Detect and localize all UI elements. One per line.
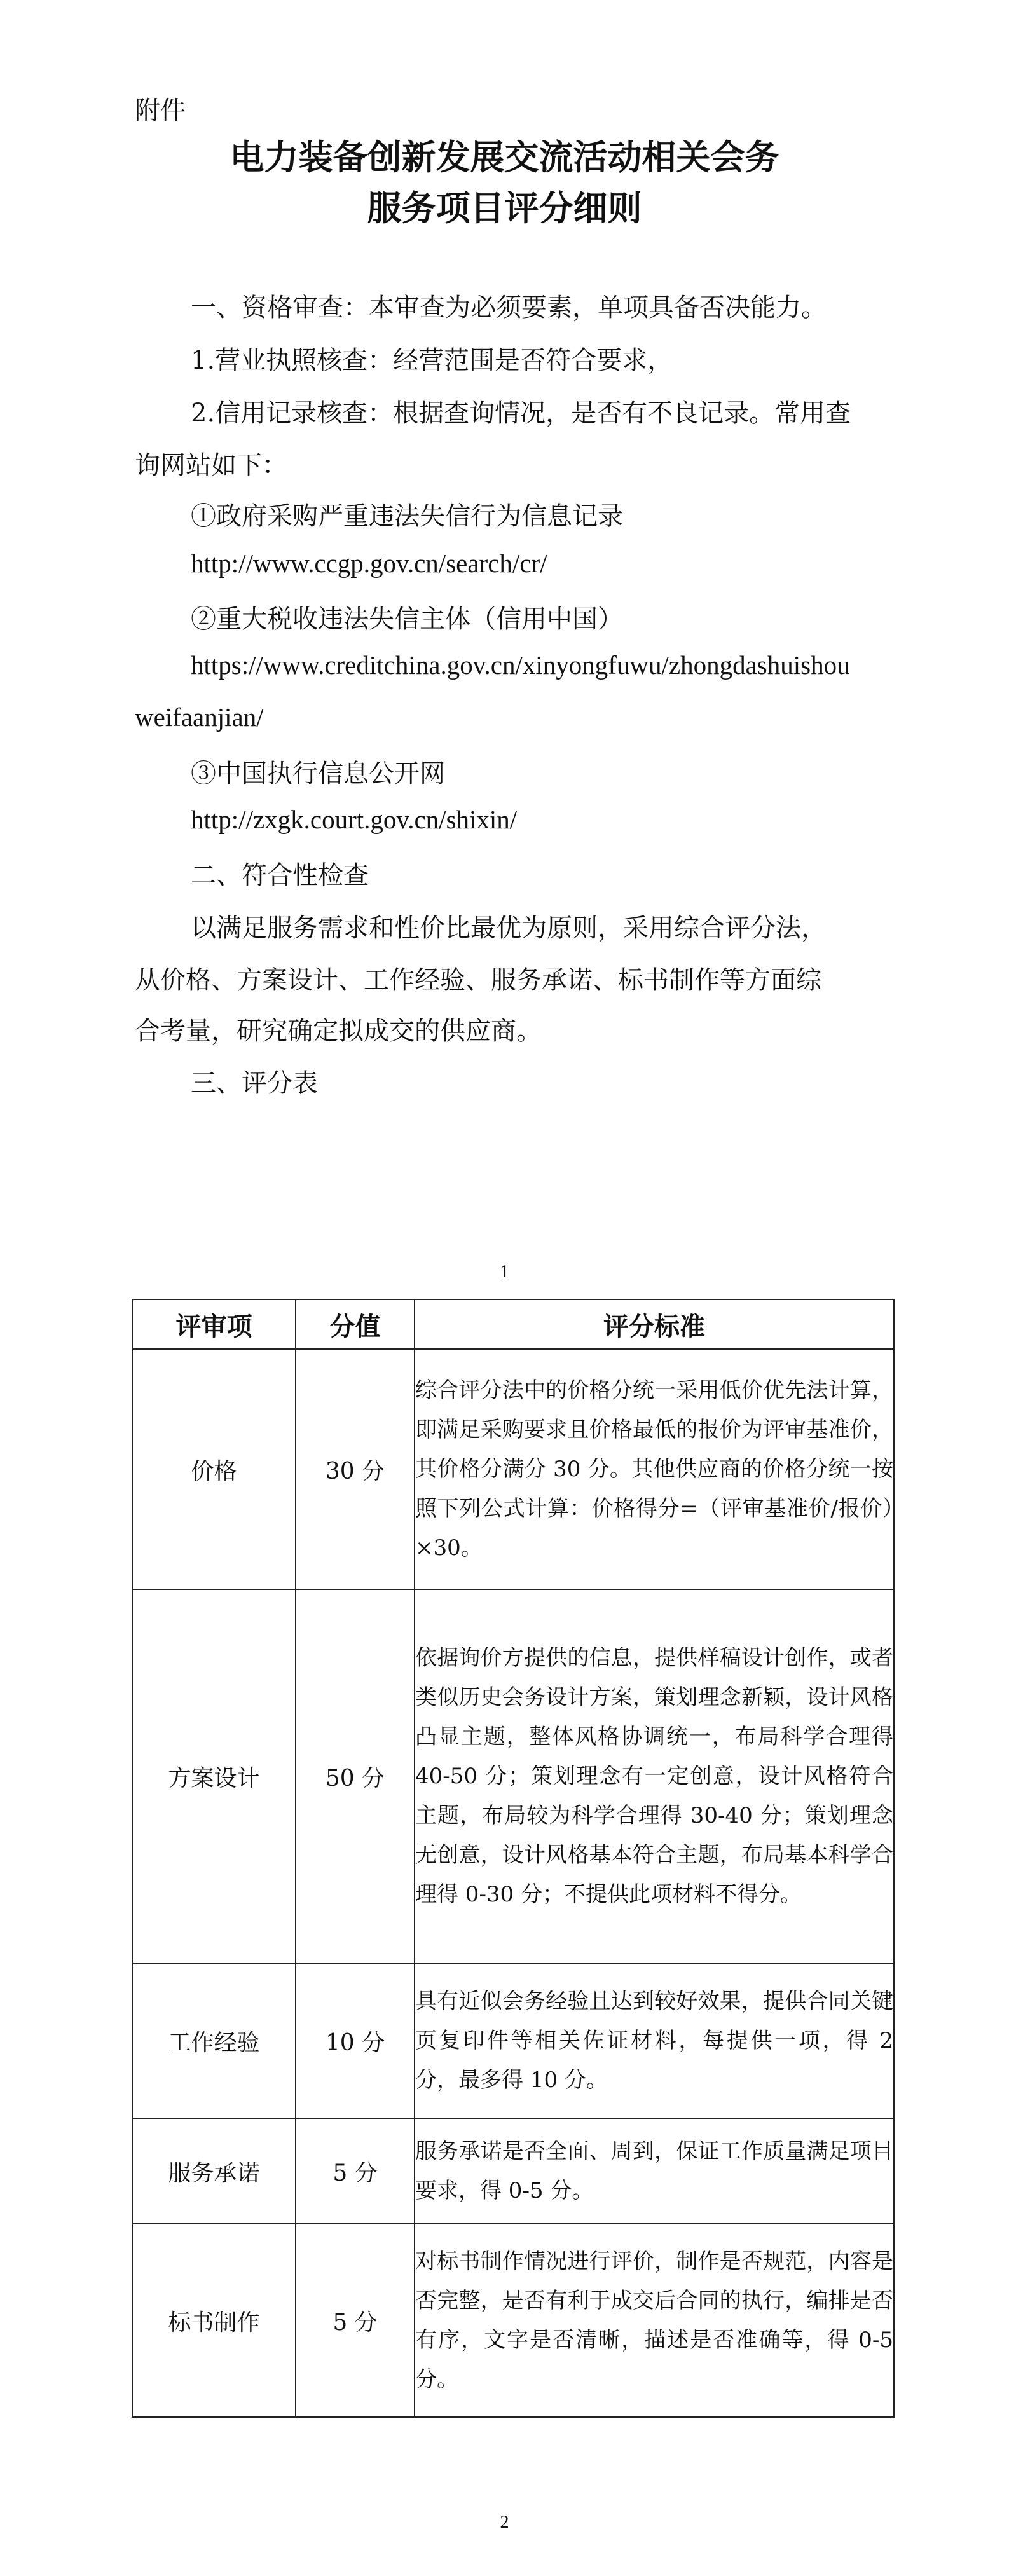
scoring-table: [132, 1299, 895, 2418]
table-row: [132, 2118, 894, 2224]
site-3-url: http://zxgk.court.gov.cn/shixin/: [191, 805, 518, 834]
table-row: [132, 1589, 894, 1963]
row-score-commitment: 5 分: [296, 2118, 415, 2224]
section-2-paragraph-line-2: 从价格、方案设计、工作经验、服务承诺、标书制作等方面综: [135, 966, 821, 995]
table-header-row: [132, 1299, 894, 1349]
table-row: [132, 1349, 894, 1589]
row-criteria-design: 依据询价方提供的信息，提供样稿设计创作，或者类似历史会务设计方案，策划理念新颖，设计风格凸显主题，整体风格协调统一，布局科学合理得 40-50 分；策划理念有一定创意，设计风格符合主题，布局较为科学合理得 30-40 分；策划理念无创意，设计风格基本符合主题，布局基本科学合理得 0-30 分；不提供此项材料不得分。: [415, 1589, 894, 1963]
row-score-price: 30 分: [296, 1349, 415, 1589]
row-item-experience: 工作经验: [132, 1963, 296, 2118]
site-1-name: ①政府采购严重违法失信行为信息记录: [191, 502, 623, 531]
row-score-bid-preparation: 5 分: [296, 2224, 415, 2417]
document-title-line-1: 电力装备创新发展交流活动相关会务: [230, 137, 779, 177]
section-2-heading: 二、符合性检查: [191, 861, 369, 890]
table-row: [132, 2224, 894, 2417]
attachment-label: 附件: [135, 96, 186, 125]
row-criteria-experience: 具有近似会务经验且达到较好效果，提供合同关键页复印件等相关佐证材料，每提供一项，得 2 分，最多得 10 分。: [415, 1963, 894, 2118]
section-1-heading: 一、资格审查：本审查为必须要素，单项具备否决能力。: [191, 293, 827, 322]
site-1-url: http://www.ccgp.gov.cn/search/cr/: [191, 549, 547, 578]
qualification-item-2-line-1: 2.信用记录核查：根据查询情况，是否有不良记录。常用查: [191, 399, 851, 428]
site-2-url-line-1: https://www.creditchina.gov.cn/xinyongfuwu/zhongdashuishou: [191, 650, 850, 680]
page-number-2: 2: [500, 2512, 509, 2532]
row-item-design: 方案设计: [132, 1589, 296, 1963]
table-row: [132, 1963, 894, 2118]
row-criteria-commitment: 服务承诺是否全面、周到，保证工作质量满足项目要求，得 0-5 分。: [415, 2118, 894, 2224]
row-item-price: 价格: [132, 1349, 296, 1589]
row-score-experience: 10 分: [296, 1963, 415, 2118]
header-item: 评审项: [132, 1299, 296, 1349]
header-criteria: 评分标准: [415, 1299, 894, 1349]
section-3-heading: 三、评分表: [191, 1069, 318, 1098]
row-score-design: 50 分: [296, 1589, 415, 1963]
site-3-name: ③中国执行信息公开网: [191, 759, 445, 788]
section-2-paragraph-line-1: 以满足服务需求和性价比最优为原则，采用综合评分法，: [191, 914, 827, 943]
qualification-item-2-line-2: 询网站如下：: [135, 451, 287, 480]
row-item-commitment: 服务承诺: [132, 2118, 296, 2224]
row-criteria-bid-preparation: 对标书制作情况进行评价，制作是否规范，内容是否完整，是否有利于成交后合同的执行，编排是否有序，文字是否清晰，描述是否准确等，得 0-5 分。: [415, 2224, 894, 2417]
row-item-bid-preparation: 标书制作: [132, 2224, 296, 2417]
header-score: 分值: [296, 1299, 415, 1349]
row-criteria-price: 综合评分法中的价格分统一采用低价优先法计算，即满足采购要求且价格最低的报价为评审基准价，其价格分满分 30 分。其他供应商的价格分统一按照下列公式计算：价格得分=（评审基准价/报价）×30。: [415, 1349, 894, 1589]
page-number-1: 1: [500, 1262, 509, 1282]
qualification-item-1: 1.营业执照核查：经营范围是否符合要求，: [191, 346, 673, 375]
site-2-url-line-2: weifaanjian/: [135, 702, 264, 732]
site-2-name: ②重大税收违法失信主体（信用中国）: [191, 605, 623, 634]
document-title-line-2: 服务项目评分细则: [367, 188, 642, 228]
section-2-paragraph-line-3: 合考量，研究确定拟成交的供应商。: [135, 1017, 542, 1046]
